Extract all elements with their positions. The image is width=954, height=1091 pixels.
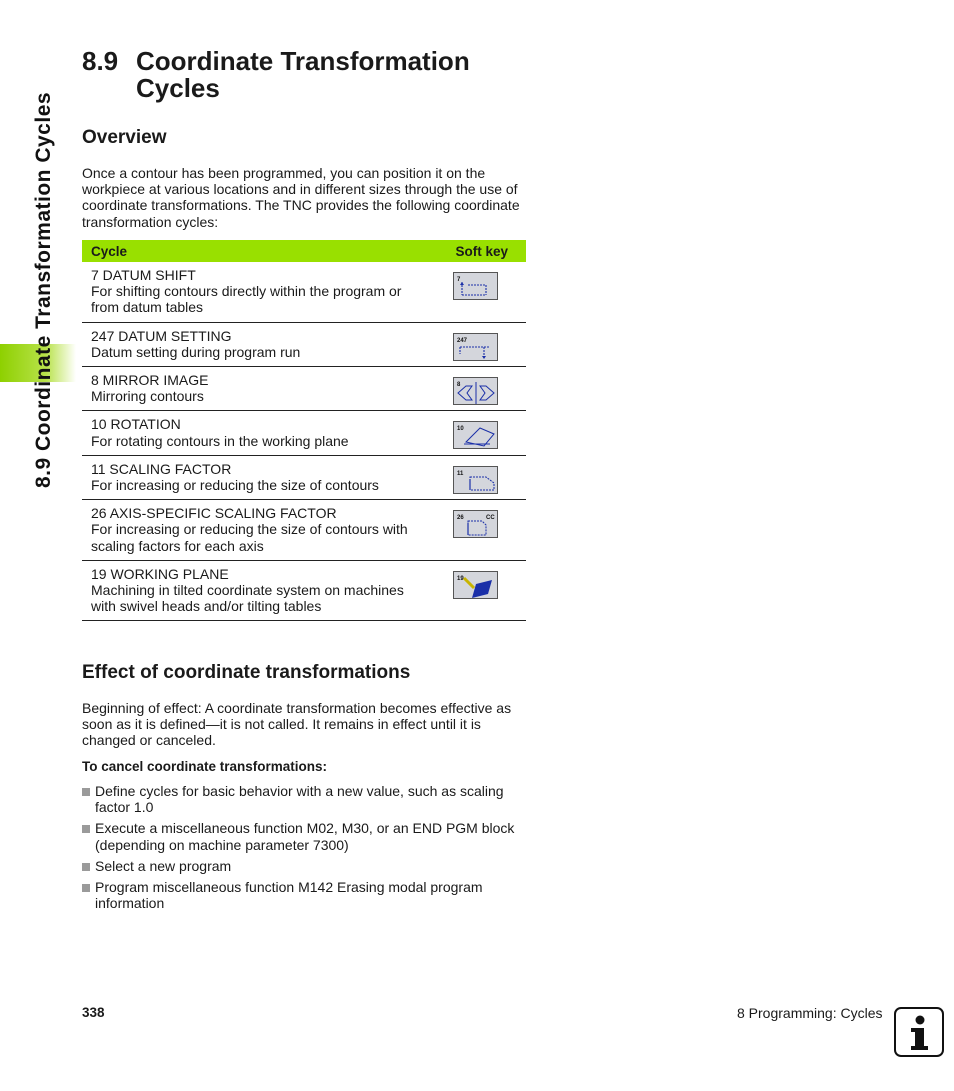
- cycle-description: For increasing or reducing the size of contours: [91, 477, 379, 494]
- section-number: 8.9: [82, 46, 119, 76]
- working-plane-icon: [454, 572, 497, 598]
- cycle-description: Machining in tilted coordinate system on machines with swivel heads and/or tilting tables: [91, 582, 404, 615]
- table-row: [82, 367, 526, 411]
- softkey-label: 10: [457, 426, 464, 433]
- softkey-label: 247: [457, 337, 468, 344]
- table-row: [82, 500, 526, 561]
- cycle-name: 8 MIRROR IMAGE: [91, 372, 209, 389]
- effect-heading: Effect of coordinate transformations: [82, 662, 411, 683]
- datum-setting-icon: [454, 334, 497, 360]
- side-chapter-title: 8.9 Coordinate Transformation Cycles: [32, 91, 55, 489]
- mirror-image-icon: [454, 378, 497, 404]
- overview-heading: Overview: [82, 127, 167, 148]
- section-title-line2: Cycles: [136, 73, 220, 103]
- softkey-label: 26: [457, 515, 464, 522]
- table-header-row: [82, 240, 526, 262]
- chapter-footer: 8 Programming: Cycles: [737, 1005, 883, 1021]
- column-header-cycle: Cycle: [82, 240, 438, 262]
- softkey-label: 11: [457, 470, 464, 477]
- table-row: [82, 322, 526, 366]
- softkey-label: 19: [457, 575, 464, 582]
- cycle-description: For shifting contours directly within the program or from datum tables: [91, 283, 402, 316]
- cycle-cell: [82, 455, 438, 499]
- list-item: Select a new program: [82, 858, 527, 874]
- softkey-cell: [438, 411, 526, 455]
- section-title-line1: Coordinate Transformation: [136, 46, 470, 76]
- mirror-image-softkey[interactable]: [453, 377, 498, 405]
- cycle-cell: [82, 262, 438, 322]
- table-row: [82, 411, 526, 455]
- page-title: [82, 48, 470, 102]
- list-item: Execute a miscellaneous function M02, M30, or an END PGM block (depending on machine parameter 7300): [82, 820, 527, 852]
- scaling-factor-softkey[interactable]: [453, 466, 498, 494]
- cycle-cell: [82, 411, 438, 455]
- cycle-name: 7 DATUM SHIFT: [91, 267, 196, 283]
- softkey-label: 7: [457, 277, 461, 283]
- list-item: Program miscellaneous function M142 Erasing modal program information: [82, 879, 527, 911]
- cycle-cell: [82, 560, 438, 621]
- datum-setting-softkey[interactable]: [453, 333, 498, 361]
- axis-scaling-softkey[interactable]: [453, 510, 498, 538]
- cycle-description: Datum setting during program run: [91, 343, 301, 360]
- softkey-cell: [438, 322, 526, 366]
- column-header-softkey: Soft key: [438, 240, 526, 262]
- softkey-cell: [438, 367, 526, 411]
- cycle-name: 11 SCALING FACTOR: [91, 460, 232, 477]
- table-row: [82, 262, 526, 322]
- cycle-cell: [82, 500, 438, 561]
- softkey-cell: [438, 500, 526, 561]
- softkey-cell: [438, 262, 526, 322]
- softkey-extra-label: CC: [486, 515, 495, 522]
- table-row: [82, 455, 526, 499]
- list-item: Define cycles for basic behavior with a new value, such as scaling factor 1.0: [82, 783, 527, 815]
- cycle-cell: [82, 322, 438, 366]
- softkey-label: 8: [457, 382, 461, 389]
- cancel-list: [82, 783, 527, 916]
- softkey-cell: [438, 560, 526, 621]
- cycle-cell: [82, 367, 438, 411]
- effect-text: Beginning of effect: A coordinate transformation becomes effective as soon as it is defined—it is not called. It remains in effect until it is changed or canceled.: [82, 700, 512, 749]
- cancel-label: To cancel coordinate transformations:: [82, 759, 328, 774]
- cycle-name: 10 ROTATION: [91, 416, 181, 433]
- datum-shift-softkey[interactable]: [453, 272, 498, 300]
- overview-text: Once a contour has been programmed, you can position it on the workpiece at various locations and in different sizes through the use of coordinate transformations. The TNC provides the following coordinate transformation cycles:: [82, 165, 520, 230]
- page-number: 338: [82, 1005, 105, 1020]
- working-plane-softkey[interactable]: [453, 571, 498, 599]
- cycle-table: [82, 240, 526, 621]
- rotation-icon: [454, 422, 497, 448]
- table-row: [82, 560, 526, 621]
- axis-scaling-icon: [454, 511, 497, 537]
- datum-shift-icon: [454, 273, 497, 299]
- cycle-name: 247 DATUM SETTING: [91, 327, 232, 344]
- cycle-name: 26 AXIS-SPECIFIC SCALING FACTOR: [91, 505, 337, 522]
- cycle-name: 19 WORKING PLANE: [91, 565, 229, 582]
- rotation-softkey[interactable]: [453, 421, 498, 449]
- info-icon: [894, 1007, 944, 1057]
- cycle-description: For rotating contours in the working plane: [91, 432, 349, 449]
- cycle-description: Mirroring contours: [91, 388, 204, 405]
- softkey-cell: [438, 455, 526, 499]
- scaling-factor-icon: [454, 467, 497, 493]
- cycle-description: For increasing or reducing the size of contours with scaling factors for each axis: [91, 521, 408, 554]
